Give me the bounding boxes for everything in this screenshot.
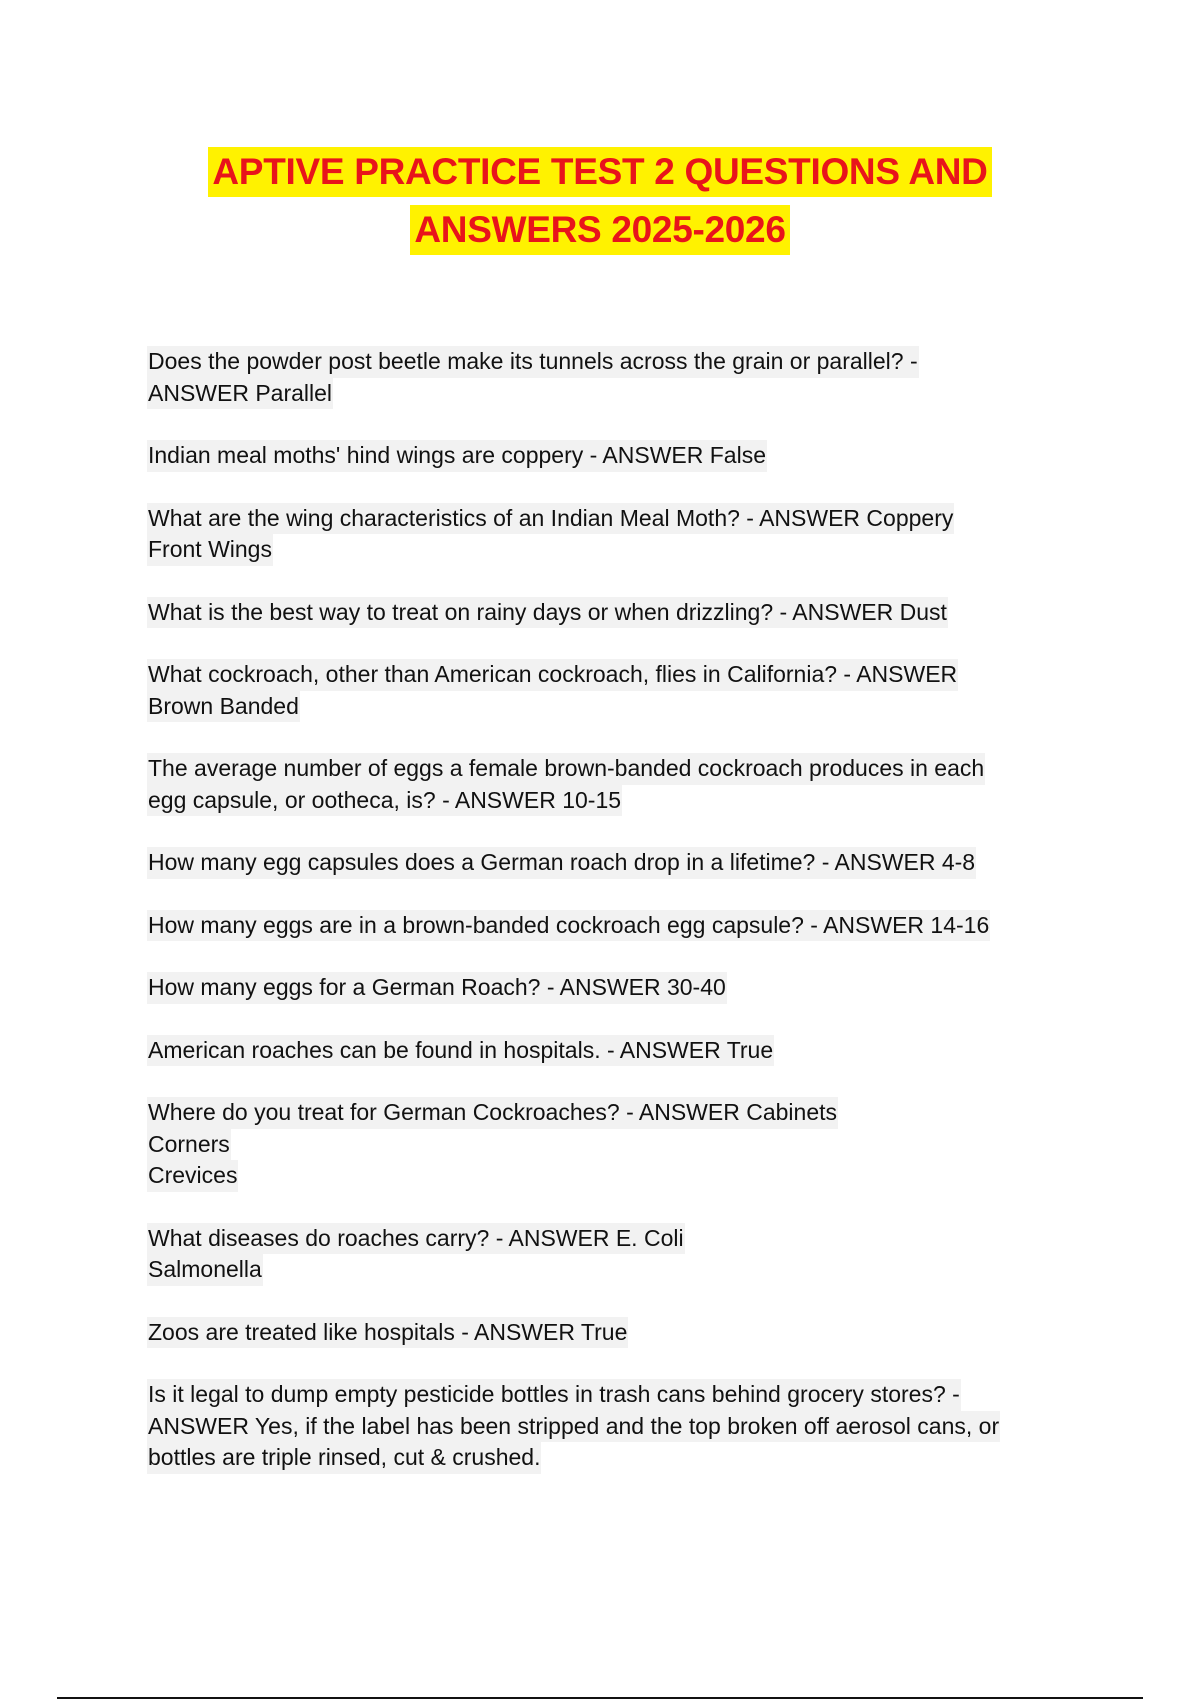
qa-item [147,659,1067,722]
qa-line: How many eggs for a German Roach? - ANSWER 30-40 [147,972,727,1004]
qa-item [147,1379,1067,1474]
qa-line: egg capsule, or ootheca, is? - ANSWER 10-15 [147,785,622,817]
qa-item [147,440,1067,472]
qa-line: Where do you treat for German Cockroaches? - ANSWER Cabinets [147,1097,838,1129]
qa-line: What diseases do roaches carry? - ANSWER E. Coli [147,1223,685,1255]
document-title [0,147,1200,263]
qa-line: Zoos are treated like hospitals - ANSWER True [147,1317,628,1349]
qa-line: What are the wing characteristics of an Indian Meal Moth? - ANSWER Coppery [147,503,954,535]
qa-item [147,972,1067,1004]
qa-item [147,753,1067,816]
qa-line: Corners [147,1129,231,1161]
qa-item [147,346,1067,409]
qa-line: bottles are triple rinsed, cut & crushed. [147,1442,541,1474]
qa-item [147,910,1067,942]
qa-item [147,597,1067,629]
qa-line: Crevices [147,1160,238,1192]
qa-item [147,1097,1067,1192]
qa-line: Brown Banded [147,691,300,723]
qa-line: ANSWER Yes, if the label has been stripped and the top broken off aerosol cans, or [147,1411,1000,1443]
qa-line: ANSWER Parallel [147,378,333,410]
qa-line: Indian meal moths' hind wings are coppery - ANSWER False [147,440,767,472]
qa-line: What cockroach, other than American cockroach, flies in California? - ANSWER [147,659,958,691]
qa-item [147,1223,1067,1286]
footer-divider [57,1697,1143,1699]
qa-line: The average number of eggs a female brown-banded cockroach produces in each [147,753,985,785]
qa-item [147,1317,1067,1349]
qa-line: Salmonella [147,1254,263,1286]
qa-line: Is it legal to dump empty pesticide bottles in trash cans behind grocery stores? - [147,1379,961,1411]
qa-line: Front Wings [147,534,273,566]
title-line: ANSWERS 2025-2026 [410,205,789,255]
qa-line: What is the best way to treat on rainy days or when drizzling? - ANSWER Dust [147,597,948,629]
qa-item [147,1035,1067,1067]
qa-item [147,847,1067,879]
qa-line: How many eggs are in a brown-banded cockroach egg capsule? - ANSWER 14-16 [147,910,990,942]
qa-line: American roaches can be found in hospitals. - ANSWER True [147,1035,774,1067]
title-line: APTIVE PRACTICE TEST 2 QUESTIONS AND [208,147,991,197]
qa-line: Does the powder post beetle make its tunnels across the grain or parallel? - [147,346,919,378]
qa-line: How many egg capsules does a German roach drop in a lifetime? - ANSWER 4-8 [147,847,976,879]
qa-item [147,503,1067,566]
qa-list [147,346,1067,1505]
